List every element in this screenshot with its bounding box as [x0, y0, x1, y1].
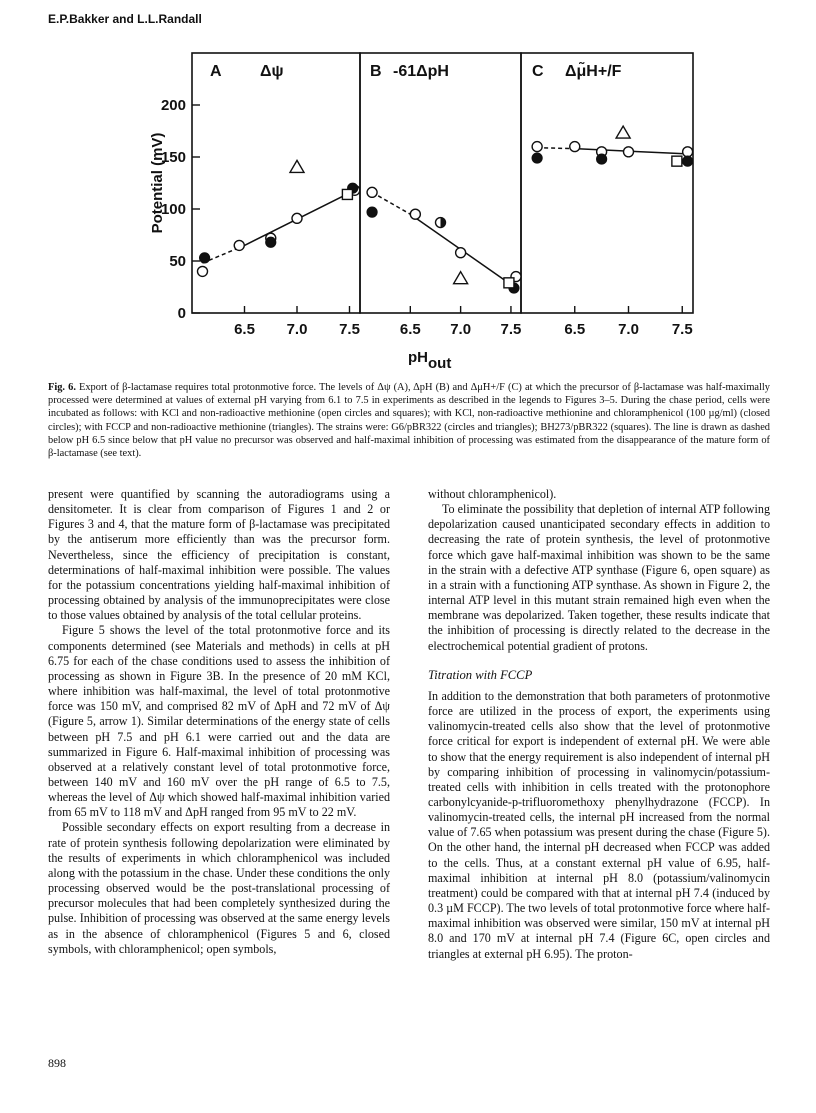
panel-c-open-circle-point [624, 147, 634, 157]
panel-a-letter: A [210, 63, 222, 80]
panel-a-frame [192, 53, 360, 313]
panel-a-open-circle-point [234, 240, 244, 250]
panel-a-title: Δψ [260, 63, 284, 80]
panel-c-closed-circle-point [532, 153, 542, 163]
panel-c-dashed-line [537, 148, 575, 149]
panel-b-open-circle-point [410, 209, 420, 219]
section-heading: Titration with FCCP [428, 667, 533, 682]
panel-a-open-triangle-point [290, 160, 304, 172]
left-paragraph-3: Possible secondary effects on export resulting from a decrease in rate of protein synthesis following depolarization were eliminated by the results of experiments in which chloramphenicol was included along with the potassium in the chase. Under these conditions the only processing observed would be the post-translational processing of precursor molecules that had been completely synthesized during the pulse. Inhibition of processing was observed at the same energy levels as in the absence of chloramphenicol (Figures 5 and 6, closed symbols, with chloramphenicol; open symbols, [48, 820, 390, 956]
panel-b-open-circle-point [456, 248, 466, 258]
y-tick-label: 200 [160, 97, 186, 114]
figure-6-chart [0, 0, 816, 375]
x-tick-label: 6.5 [399, 321, 421, 338]
panel-b-title: -61ΔpH [393, 63, 449, 80]
x-tick-label: 7.5 [339, 321, 360, 338]
panel-b-letter: B [370, 63, 382, 80]
panel-c-closed-circle-point [597, 154, 607, 164]
panel-b-closed-circle-point [367, 207, 377, 217]
right-paragraph-2: In addition to the demonstration that both parameters of protonmotive force are utilized in the process of export, the experiments using valinomycin-treated cells also show that the level of protonmotive force critical for export is independent of external pH. We were able to show that the energy requirement is also independent of internal pH by comparing inhibition of processing in valinomycin/potassium-treated cells with inhibition in cells treated with the protonophore carbonylcyanide-p-trifluoromethoxy phenylhydrazone (FCCP). In valinomycin-treated cells, the internal pH increased from the normal value of 7.65 when potassium was present during the chase (Figure 5). On the other hand, the internal pH decreased when FCCP was added to the cells. Thus, at a constant external pH value of 6.95, half-maximal inhibition at internal pH 8.0 (potassium/valinomycin treatment) could be compared with that at internal pH 7.4 (induced by 0.3 µM FCCP). The two levels of total protonmotive force where half-maximal inhibition was observed were similar, 150 mV at internal pH 8.0 and 170 mV at internal pH 7.4 (Figure 6C, open circles and triangles at external pH 6.95). The proton- [428, 688, 770, 961]
x-tick-label: 7.5 [671, 321, 693, 338]
x-tick-label: 7.0 [618, 321, 639, 338]
x-axis-label-main: pH [408, 349, 428, 366]
panel-c-open-circle-point [532, 142, 542, 152]
x-tick-label: 6.5 [234, 321, 255, 338]
x-tick-label: 7.5 [500, 321, 522, 338]
left-paragraph-2: Figure 5 shows the level of the total protonmotive force and its components determined (see Materials and methods) in cells at pH 6.75 for each of the chase conditions used to assess the inhibition of processing as shown in Figure 3B. In the presence of 20 mM KCl, where inhibition was half-maximal, the level of total protonmotive force was 150 mV, and comprised 82 mV of ΔpH and 72 mV of Δψ (Figure 5, arrow 1). Similar determinations of the energy state of cells between pH 7.5 and pH 6.1 were carried out and the data are summarized in Figure 6. Half-maximal inhibition of processing was observed at a relatively constant level of total protonmotive force, between 140 mV and 160 mV over the pH range of 6.5 to 7.5, whereas the level of Δψ which showed half-maximal inhibition varied from 65 mV to 118 mV and ΔpH ranged from 95 mV to 22 mV. [48, 623, 390, 820]
y-tick-label: 100 [160, 201, 186, 218]
right-paragraph-1: To eliminate the possibility that depletion of internal ATP following depolarization caused unanticipated secondary effects in addition to decreasing the rate of protein synthesis, the level of protonmotive force which gave half-maximal inhibition was shown to be the same in the strain with a defective ATP synthase (Figure 6, open square) as in a strain with a functioning ATP synthase. As shown in Figure 2, the internal ATP level in this mutant strain remained high even when the membrane was depolarized. Taken together, these results indicate that the inhibition of processing is directly related to the decrease in the electrochemical potential gradient of protons. [428, 502, 770, 653]
panel-c-open-triangle-point [616, 126, 630, 138]
panel-b-open-triangle-point [454, 272, 468, 284]
figure-caption [48, 381, 770, 460]
right-column [428, 487, 770, 962]
y-ticks [161, 97, 200, 322]
x-tick-label: 7.0 [450, 321, 472, 338]
left-column [48, 487, 390, 957]
panel-c-letter: C [532, 63, 544, 80]
data-marks [198, 126, 693, 293]
panel-c-open-circle-point [683, 147, 693, 157]
y-tick-label: 0 [177, 305, 186, 322]
panel-b-dashed-line [372, 192, 410, 214]
right-paragraph-0: without chloramphenicol). [428, 487, 557, 501]
panel-frames [192, 53, 693, 313]
panel-c-open-circle-point [570, 142, 580, 152]
panel-c-open-square-point [672, 156, 682, 166]
y-tick-label: 150 [160, 149, 186, 166]
panel-a-open-circle-point [198, 266, 208, 276]
panel-a-closed-circle-point [266, 237, 276, 247]
x-tick-label: 7.0 [286, 321, 308, 338]
x-ticks [234, 306, 693, 338]
caption-text: Export of β-lactamase requires total protonmotive force. The levels of Δψ (A), ΔpH (B) and Δμ̃H+/F (C) at which the precursor of β-lactamase was half-maximally processed were determined at values of external pH varying from 6.1 to 7.5 in experiments as described in the legends to Figures 3–5. During the chase period, cells were incubated as follows: with KCl and non-radioactive methionine (open circles and squares); with KCl, non-radioactive methionine and chloramphenicol (100 µg/ml) (closed circles); with FCCP and non-radioactive methionine (triangles). The strains were: G6/pBR322 (circles and triangles); BH273/pBR322 (squares). The line is drawn as dashed below pH 6.5 since below that pH value no precursor was observed and half-maximal inhibition of processing was estimated from the disappearance of the mature form of β-lactamase (see text). [48, 382, 770, 460]
left-paragraph-1: present were quantified by scanning the autoradiograms using a densitometer. It is clear from comparison of Figures 1 and 2 or Figures 3 and 4, that the mature form of β-lactamase was precipitated by the antiserum more efficiently than was the precursor form. Nevertheless, since the efficiency of precipitation is constant, determinations of half-maximal inhibition were possible. The values for the potassium concentrations yielding half-maximal inhibition of processing obtained by analysis of the immunoprecipitates were close to those values obtained by analysis of the total cellular proteins. [48, 487, 390, 623]
caption-label: Fig. 6. [48, 382, 76, 393]
panel-a-closed-circle-point [200, 253, 210, 263]
y-axis-label: Potential (mV) [149, 132, 166, 234]
running-header: E.P.Bakker and L.L.Randall [48, 12, 202, 26]
panel-b-open-circle-point [367, 187, 377, 197]
panel-c-frame [521, 53, 693, 313]
panel-a-open-square-point [342, 189, 352, 199]
panel-a-open-circle-point [292, 213, 302, 223]
panel-b-open-square-point [504, 278, 514, 288]
x-axis-label-sub: out [428, 355, 452, 372]
x-tick-label: 6.5 [564, 321, 586, 338]
x-axis-label [408, 349, 451, 372]
panel-c-closed-circle-point [683, 156, 693, 166]
y-tick-label: 50 [169, 253, 186, 270]
panel-c-title: Δμ̃H+/F [565, 63, 622, 80]
page-number: 898 [48, 1056, 66, 1070]
